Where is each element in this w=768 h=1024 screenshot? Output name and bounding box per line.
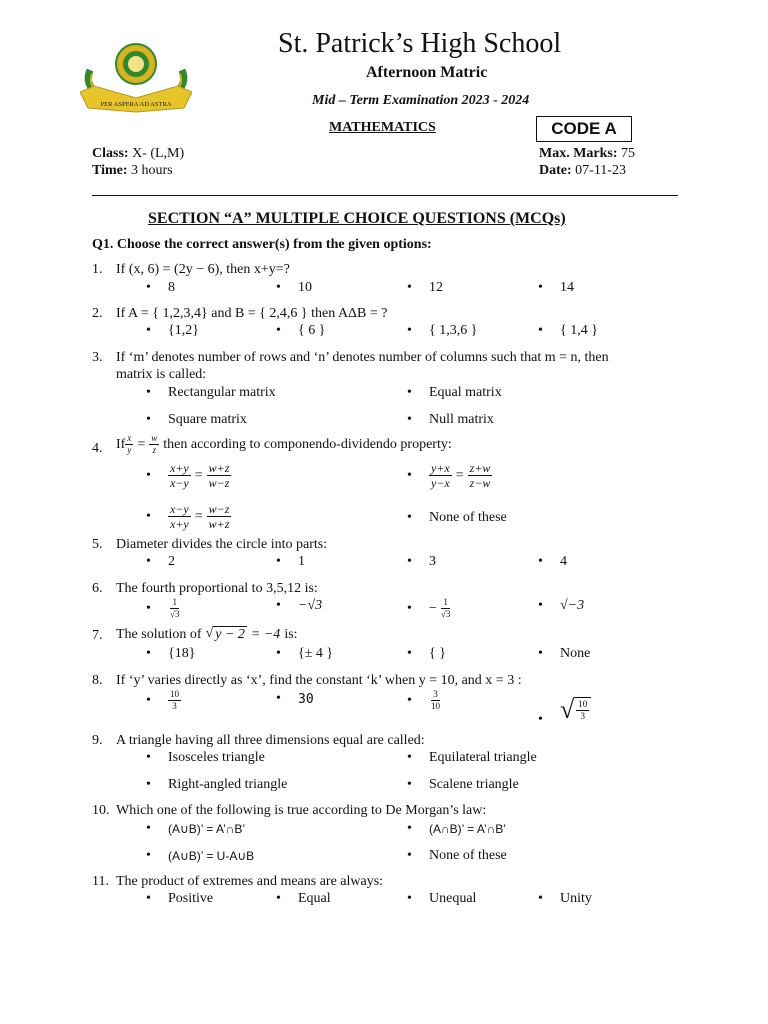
- option: • (A∪B)’ = U-A∪B: [146, 848, 255, 863]
- class-info: [92, 146, 184, 162]
- question-text: The fourth proportional to 3,5,12 is:: [116, 581, 318, 596]
- option: • 30: [276, 691, 314, 707]
- option-text: Unequal: [429, 891, 477, 906]
- question-text: If $\frac{x}{y}$ = $\frac{w}{z}$ then according to componendo-dividendo property:: [116, 433, 452, 455]
- question-text: Diameter divides the circle into parts:: [116, 537, 328, 552]
- option-text: Positive: [168, 891, 214, 906]
- option-text: (A∪B)’ = A’∩B’: [168, 822, 246, 836]
- option: • Equal matrix: [407, 385, 502, 400]
- option-text: Equilateral triangle: [429, 750, 537, 765]
- option-text: 1: [298, 554, 305, 569]
- option-text: 2: [168, 554, 175, 569]
- marks-value: 75: [621, 146, 636, 161]
- option-text: {18}: [168, 646, 196, 661]
- option: • Square matrix: [146, 412, 247, 427]
- question-text-after: then according to componendo-dividendo property:: [163, 436, 452, 452]
- option: • 12: [407, 280, 443, 295]
- question-number: 7.: [92, 628, 103, 643]
- option: • Positive: [146, 891, 214, 906]
- question-text: If ‘m’ denotes number of rows and ‘n’ denotes number of columns such that m = n, then: [116, 350, 609, 365]
- option-text: {1,2}: [168, 323, 199, 338]
- option-text: Unity: [560, 891, 592, 906]
- question-text-after: is:: [284, 626, 298, 642]
- option: • Equal: [276, 891, 331, 906]
- option: • { 1,4 }: [538, 323, 598, 338]
- question-text: The solution of √ y − 2 = −4 is:: [116, 626, 298, 642]
- option: • {18}: [146, 646, 196, 661]
- option: • Scalene triangle: [407, 777, 519, 792]
- option: • { }: [407, 646, 446, 661]
- option: • { 6 }: [276, 323, 326, 338]
- question-number: 8.: [92, 673, 103, 688]
- question-number: 10.: [92, 803, 110, 818]
- option-text: (A∩B)’ = A’∩B’: [429, 822, 506, 836]
- class-label: Class:: [92, 146, 129, 161]
- class-value: X- (L,M): [132, 146, 185, 161]
- option: • 10: [276, 280, 312, 295]
- option-text: None of these: [429, 510, 507, 525]
- option-text: 3: [429, 554, 436, 569]
- marks-info: [539, 146, 635, 162]
- logo-motto: PER ASPERA AD ASTRA: [100, 101, 172, 108]
- option: • $\frac{y+x}{y-x}$ = $\frac{z+w}{z-w}$: [407, 461, 491, 490]
- option-text: Isosceles triangle: [168, 750, 265, 765]
- option-text: 12: [429, 280, 443, 295]
- option: • 8: [146, 280, 175, 295]
- option: • None: [538, 646, 591, 661]
- question-number: 9.: [92, 733, 103, 748]
- option-text: Rectangular matrix: [168, 385, 276, 400]
- option: • $\frac{10}{3}$: [146, 689, 179, 711]
- question-number: 3.: [92, 350, 103, 365]
- question-number: 1.: [92, 262, 103, 277]
- question-number: 6.: [92, 581, 103, 596]
- option-text: 4: [560, 554, 567, 569]
- question-number: 4.: [92, 441, 103, 456]
- option: • Isosceles triangle: [146, 750, 265, 765]
- option-text: Equal: [298, 891, 331, 906]
- date-label: Date:: [539, 163, 572, 178]
- option-text: {± 4 }: [298, 646, 334, 661]
- option: • 2: [146, 554, 175, 569]
- school-logo: [80, 40, 192, 116]
- option-text: None of these: [429, 848, 507, 863]
- question-number: 2.: [92, 306, 103, 321]
- option: • 14: [538, 280, 574, 295]
- school-name: St. Patrick’s High School: [278, 28, 562, 59]
- question-text: A triangle having all three dimensions equal are called:: [116, 733, 425, 748]
- header-divider: [92, 195, 678, 196]
- option-text: Right-angled triangle: [168, 777, 288, 792]
- section-title: SECTION “A” MULTIPLE CHOICE QUESTIONS (MCQs): [148, 210, 566, 227]
- option-text: 8: [168, 280, 175, 295]
- option: • None of these: [407, 848, 507, 863]
- fraction-w-over-z: $\frac{w}{z}$: [151, 433, 158, 455]
- option: • √ $\frac{10}{3}$: [538, 692, 591, 728]
- option-text: { }: [429, 646, 446, 661]
- date-info: [539, 163, 626, 179]
- option: • 3: [407, 554, 436, 569]
- subject-title: MATHEMATICS: [329, 120, 436, 135]
- option: • (A∩B)’ = A’∩B’: [407, 821, 506, 836]
- fraction-x-over-y: $\frac{x}{y}$: [127, 433, 132, 455]
- option: • Right-angled triangle: [146, 777, 288, 792]
- question-text-before: The solution of: [116, 626, 202, 642]
- time-info: [92, 163, 173, 179]
- option: • −√3: [276, 598, 323, 613]
- date-value: 07-11-23: [575, 163, 626, 178]
- option: • (A∪B)’ = A’∩B’: [146, 821, 246, 836]
- school-subtitle: Afternoon Matric: [366, 64, 488, 81]
- option: • − $\frac{1}{√3}$: [407, 597, 451, 619]
- option-text: 30: [298, 691, 314, 707]
- option: • √−3: [538, 598, 585, 613]
- option-text: Null matrix: [429, 412, 494, 427]
- option: • $\frac{1}{√3}$: [146, 597, 180, 619]
- question-text: If (x, 6) = (2y − 6), then x+y=?: [116, 262, 290, 277]
- question-text-before: If: [116, 436, 126, 452]
- marks-label: Max. Marks:: [539, 146, 618, 161]
- option: • $\frac{x-y}{x+y}$ = $\frac{w-z}{w+z}$: [146, 502, 230, 531]
- option-text: Square matrix: [168, 412, 247, 427]
- option: • 1: [276, 554, 305, 569]
- option-text: −√3: [298, 598, 323, 613]
- option-text: 14: [560, 280, 574, 295]
- option: • $\frac{3}{10}$: [407, 689, 440, 711]
- question-text: If ‘y’ varies directly as ‘x’, find the constant ‘k’ when y = 10, and x = 3 :: [116, 673, 522, 688]
- option-text: { 1,4 }: [560, 323, 598, 338]
- exam-title: Mid – Term Examination 2023 - 2024: [312, 93, 530, 108]
- time-value: 3 hours: [131, 163, 173, 178]
- sqrt-expression: √ y − 2: [205, 626, 245, 642]
- option: • 4: [538, 554, 567, 569]
- option-text: √−3: [560, 598, 585, 613]
- option-text: Scalene triangle: [429, 777, 519, 792]
- option-text: 10: [298, 280, 312, 295]
- option: • Equilateral triangle: [407, 750, 537, 765]
- option: • $\frac{x+y}{x-y}$ = $\frac{w+z}{w-z}$: [146, 461, 230, 490]
- option: • Unequal: [407, 891, 477, 906]
- option-text: { 6 }: [298, 323, 326, 338]
- question-text: Which one of the following is true according to De Morgan’s law:: [116, 803, 487, 818]
- option: • Null matrix: [407, 412, 494, 427]
- section-instruction: Q1. Choose the correct answer(s) from the given options:: [92, 237, 432, 252]
- option: • Rectangular matrix: [146, 385, 276, 400]
- option-text: None: [560, 646, 591, 661]
- option: • Unity: [538, 891, 592, 906]
- option: • {1,2}: [146, 323, 199, 338]
- question-number: 11.: [92, 874, 109, 889]
- question-text: The product of extremes and means are always:: [116, 874, 384, 889]
- option-text: Equal matrix: [429, 385, 502, 400]
- time-label: Time:: [92, 163, 128, 178]
- question-text-continued: matrix is called:: [116, 367, 207, 382]
- sqrt-fraction: √ $\frac{10}{3}$: [560, 697, 591, 723]
- option: • { 1,3,6 }: [407, 323, 478, 338]
- code-badge: CODE A: [536, 116, 632, 142]
- question-number: 5.: [92, 537, 103, 552]
- option-text: (A∪B)’ = U-A∪B: [168, 849, 255, 863]
- option: • {± 4 }: [276, 646, 334, 661]
- option-text: { 1,3,6 }: [429, 323, 478, 338]
- option: • None of these: [407, 510, 507, 525]
- question-text: If A = { 1,2,3,4} and B = { 2,4,6 } then AΔB = ?: [116, 306, 388, 321]
